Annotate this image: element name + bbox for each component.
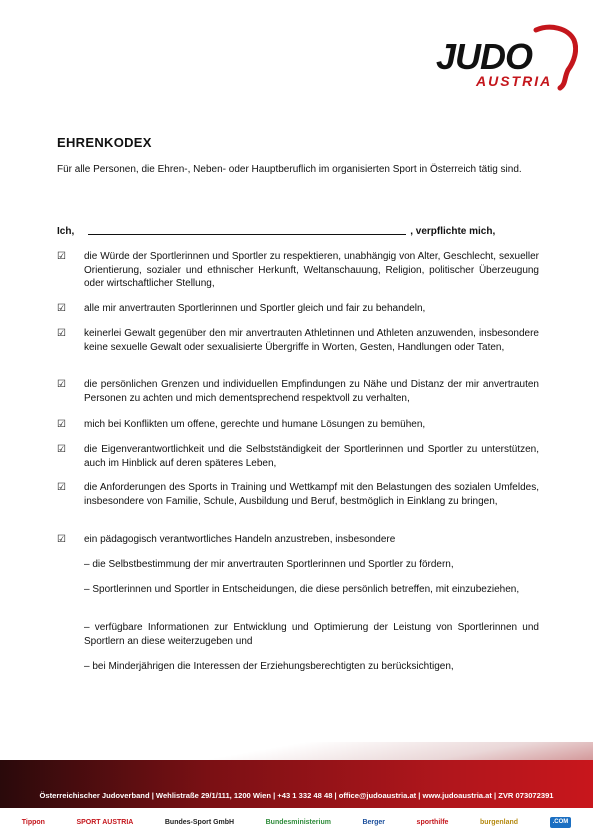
pledge-item-text: keinerlei Gewalt gegenüber den mir anvertrauten Athletinnen und Athleten anzuwenden, insbesondere keine sexuelle Gewalt oder sexualisierte Übergriffe in Worten, Gesten, Handlungen oder Taten, — [84, 328, 539, 353]
sponsor-bar — [0, 808, 593, 837]
name-signature-line[interactable] — [88, 234, 406, 235]
pledge-item — [57, 481, 539, 508]
pledge-item-text: die Würde der Sportlerinnen und Sportler zu respektieren, unabhängig von Alter, Geschlecht, sexueller Orientierung, sozialer und ethnischer Herkunft, Weltanschauung, Religion, politischer Überzeugung oder wirtschaftlicher Stellung, — [84, 251, 539, 289]
pledge-item-text: mich bei Konflikten um offene, gerechte und humane Lösungen zu bemühen, — [84, 419, 426, 430]
pledge-item — [57, 302, 539, 316]
pledge-item — [57, 533, 539, 547]
checkbox-icon: ☑ — [57, 251, 66, 262]
pledge-item-text: ein pädagogisch verantwortliches Handeln anzustreben, insbesondere — [84, 534, 396, 545]
pledge-item-text: alle mir anvertrauten Sportlerinnen und Sportler gleich und fair zu behandeln, — [84, 303, 426, 314]
sponsor-berger-logo: Berger — [362, 819, 386, 826]
sponsor-burgenland-logo: burgenland — [479, 819, 519, 826]
pledge-prefix: Ich, — [57, 226, 75, 237]
intro-text: Für alle Personen, die Ehren-, Neben- oder Hauptberuflich im organisierten Sport in Österreich tätig sind. — [57, 164, 522, 175]
sub-item: – Sportlerinnen und Sportler in Entscheidungen, die diese persönlich betreffen, mit einzubeziehen, — [84, 584, 520, 595]
pledge-suffix: , verpflichte mich, — [410, 226, 496, 237]
sub-item: – bei Minderjährigen die Interessen der Erziehungsberechtigten zu berücksichtigen, — [84, 661, 454, 672]
pledge-item-text: die persönlichen Grenzen und individuellen Empfindungen zu Nähe und Distanz der mir anvertrauten Personen zu achten und mich dementsprechend respektvoll zu verhalten, — [84, 379, 539, 404]
pledge-item — [57, 250, 539, 291]
checkbox-icon: ☑ — [57, 534, 66, 545]
sponsor-ministry-logo: Bundesministerium — [265, 819, 331, 826]
footer-contact: Österreichischer Judoverband | Wehlistraße 29/1/111, 1200 Wien | +43 1 332 48 48 | office@judoaustria.at | www.judoaustria.at | ZVR 073072391 — [39, 791, 554, 800]
sponsor-bundes-sport-logo: Bundes-Sport GmbH — [164, 819, 235, 826]
sponsor-tippon-logo: Tippon — [21, 819, 45, 826]
footer-band — [0, 760, 593, 808]
document-title: EHRENKODEX — [57, 135, 152, 150]
checkbox-icon: ☑ — [57, 328, 66, 339]
pledge-item — [57, 327, 539, 354]
pledge-item — [57, 378, 539, 405]
checkbox-icon: ☑ — [57, 482, 66, 493]
checkbox-icon: ☑ — [57, 303, 66, 314]
pledge-item-text: die Eigenverantwortlichkeit und die Selbstständigkeit der Sportlerinnen und Sportler zu unterstützen, auch im Hinblick auf deren späteres Leben, — [84, 444, 539, 469]
pledge-item — [57, 418, 539, 432]
logo-word-judo: JUDO — [436, 36, 533, 77]
judo-austria-logo — [428, 22, 578, 94]
sub-item: – verfügbare Informationen zur Entwicklung und Optimierung der Leistung von Sportlerinnen und Sportlern an diese weiterzugeben und — [84, 622, 539, 647]
pledge-item-text: die Anforderungen des Sports in Training und Wettkampf mit den Belastungen des sozialen Umfeldes, insbesondere von Familie, Schule, Ausbildung und Beruf, bestmöglich in Einklang zu bringen, — [84, 482, 539, 507]
checkbox-icon: ☑ — [57, 444, 66, 455]
pledge-line — [57, 226, 539, 237]
checkbox-icon: ☑ — [57, 379, 66, 390]
logo-word-austria: AUSTRIA — [476, 73, 553, 89]
checkbox-icon: ☑ — [57, 419, 66, 430]
sponsor-sport-austria-logo: SPORT AUSTRIA — [76, 819, 134, 826]
pledge-item — [57, 443, 539, 470]
sponsor-sporthilfe-logo: sporthilfe — [416, 819, 449, 826]
sub-item: – die Selbstbestimmung der mir anvertrauten Sportlerinnen und Sportler zu fördern, — [84, 559, 454, 570]
sponsor-com-logo: .COM — [550, 817, 572, 828]
